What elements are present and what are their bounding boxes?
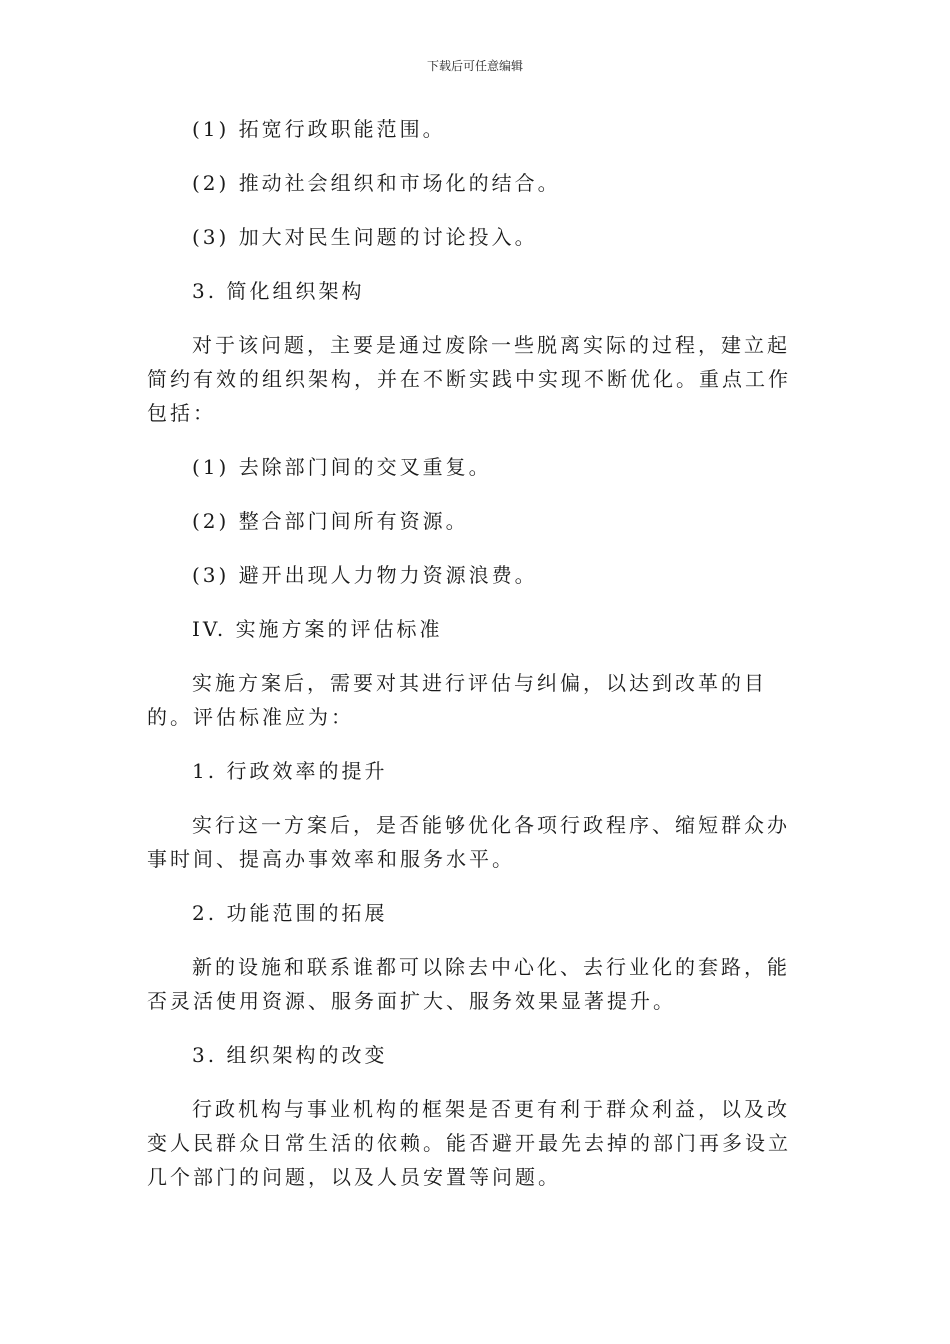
body-paragraph: 对于该问题，主要是通过废除一些脱离实际的过程，建立起简约有效的组织架构，并在不断实践中实现不断优化。重点工作包括： <box>147 333 791 425</box>
list-item: (2) 推动社会组织和市场化的结合。 <box>192 171 561 195</box>
section-heading: 1. 行政效率的提升 <box>192 759 388 783</box>
body-paragraph: 实施方案后，需要对其进行评估与纠偏，以达到改革的目的。评估标准应为： <box>147 671 767 729</box>
page-header: 下载后可任意编辑 <box>426 59 523 73</box>
body-paragraph: 新的设施和联系谁都可以除去中心化、去行业化的套路，能否灵活使用资源、服务面扩大、服务效果显著提升。 <box>147 955 790 1013</box>
section-heading: IV. 实施方案的评估标准 <box>192 617 443 641</box>
section-heading: 3. 组织架构的改变 <box>192 1043 388 1067</box>
section-heading: 2. 功能范围的拓展 <box>192 901 388 925</box>
list-item: (3) 避开出现人力物力资源浪费。 <box>192 563 538 587</box>
body-paragraph: 行政机构与事业机构的框架是否更有利于群众利益，以及改变人民群众日常生活的依赖。能否避开最先去掉的部门再多设立几个部门的问题，以及人员安置等问题。 <box>147 1097 791 1189</box>
list-item: (1) 拓宽行政职能范围。 <box>192 117 446 141</box>
section-heading: 3. 简化组织架构 <box>192 279 365 303</box>
document-body <box>147 112 807 1214</box>
body-paragraph: 实行这一方案后，是否能够优化各项行政程序、缩短群众办事时间、提高办事效率和服务水平。 <box>147 813 790 871</box>
list-item: (2) 整合部门间所有资源。 <box>192 509 469 533</box>
list-item: (1) 去除部门间的交叉重复。 <box>192 455 492 479</box>
list-item: (3) 加大对民生问题的讨论投入。 <box>192 225 538 249</box>
